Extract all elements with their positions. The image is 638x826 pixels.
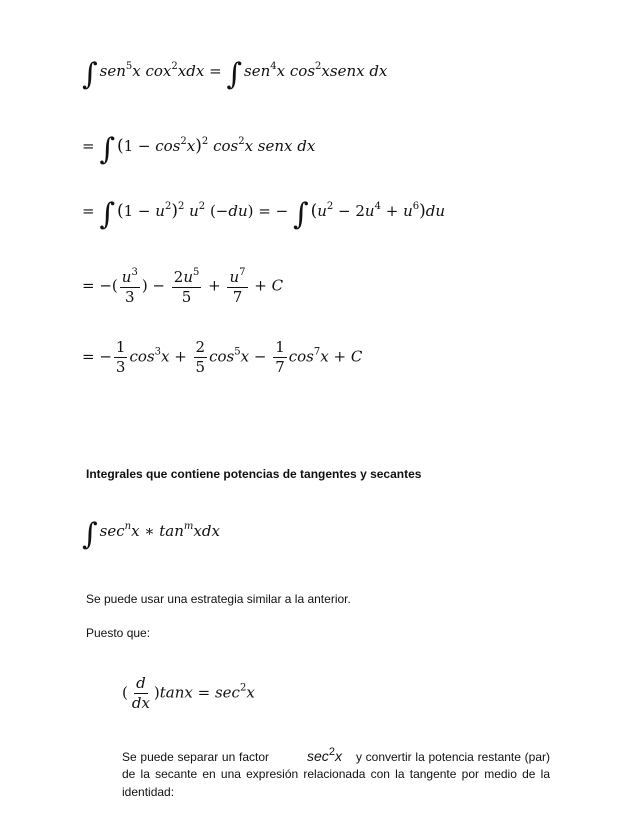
paragraph-separar-b: y convertir la potencia restante (par) de la secante en una expresión relacionada con la tangente por medio de la identidad: <box>122 750 550 799</box>
paragraph-puesto: Puesto que: <box>86 626 151 640</box>
equation-4: = −( $\frac{u^3}{3}$ ) − $\frac{2u^5}{5}$ + $\frac{u^7}{7}$ + C <box>82 267 284 306</box>
equation-6: ∫ $\sec^nx$ ∗ $\tan^mxdx$ <box>82 517 220 552</box>
equation-1: ∫ sen$^5$x cox$^2$xdx = ∫ sen$^4$x $\cos^2xsenx$ dx <box>82 57 388 92</box>
equation-3: = ∫ $(1 - u^2)^2$ $u^2$ (−du) = − ∫ $(u^2 - 2u^4 + u^6)du$ <box>82 197 446 232</box>
equation-2: = ∫ $(1 - \cos^2x)^2$ $\cos^2x$ senx dx <box>82 132 316 167</box>
sec2x-inline: $\sec^2x$ <box>307 746 342 764</box>
paragraph-separar <box>122 745 550 801</box>
equation-7: ( $\frac{d}{dx}$ )$\tan x = \sec^2x$ <box>122 674 255 712</box>
paragraph-separar-a: Se puede separar un factor <box>122 750 270 764</box>
paragraph-strategy: Se puede usar una estrategia similar a la anterior. <box>86 592 351 606</box>
equation-5: = − $\frac{1}{3}$ $\cos^3x$ + $\frac{2}{5}$ $\cos^5x$ − $\frac{1}{7}$ $\cos^7x + C$ <box>82 338 363 376</box>
section-heading: Integrales que contiene potencias de tangentes y secantes <box>86 467 422 481</box>
